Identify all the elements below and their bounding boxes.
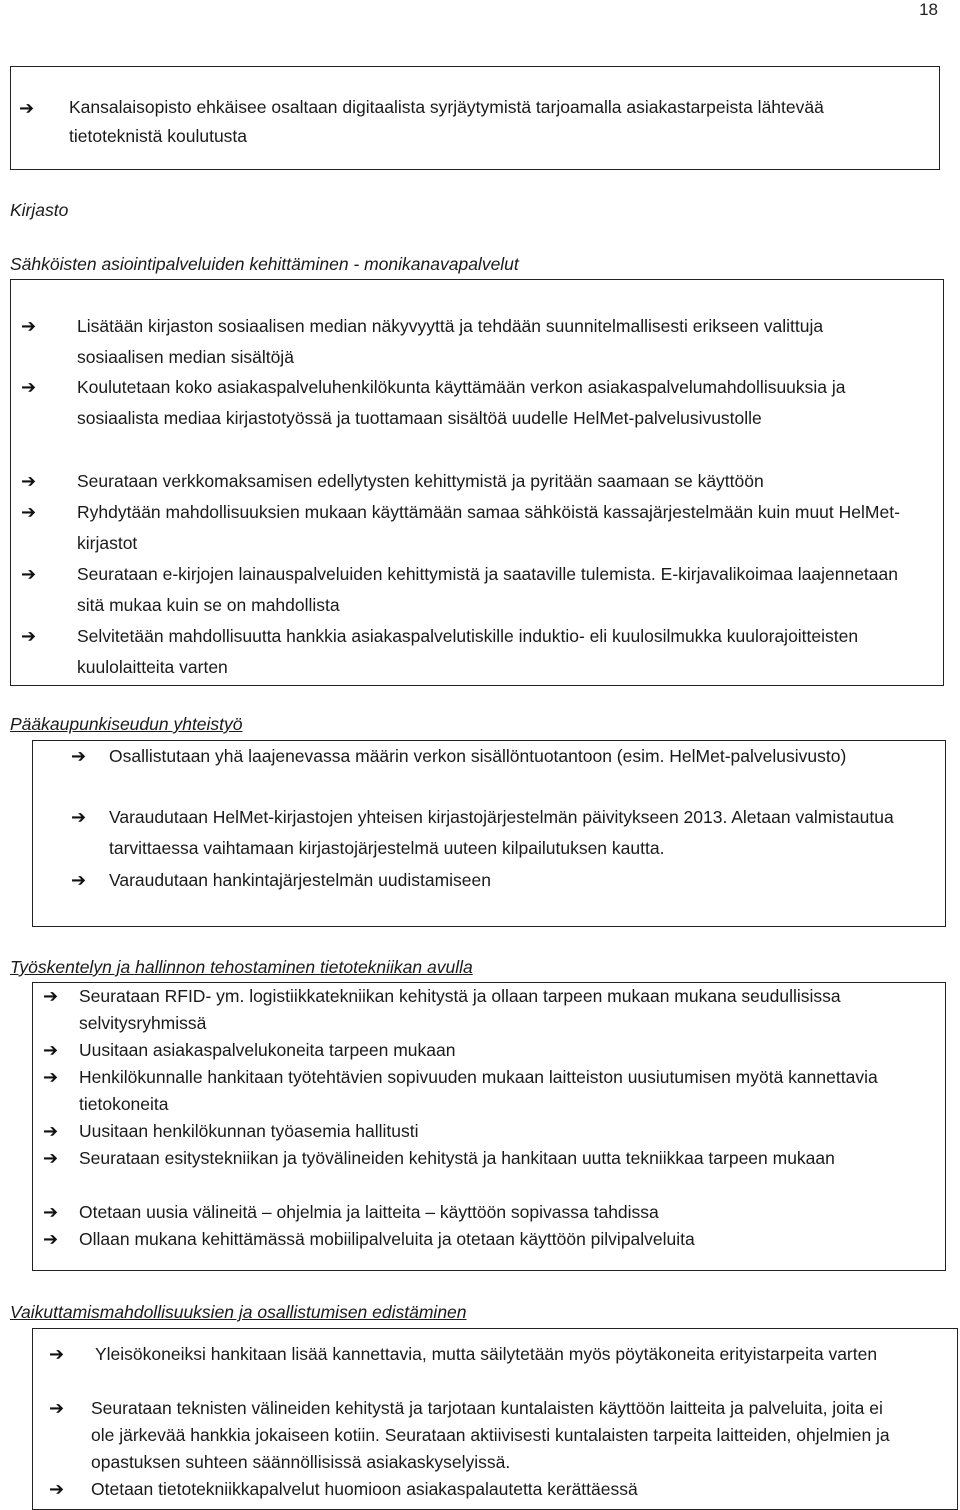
arrow-right-icon: ➔	[21, 316, 37, 336]
list-item	[21, 497, 917, 559]
list-item-text: Koulutetaan koko asiakaspalveluhenkilökunta käyttämään verkon asiakaspalvelumahdollisuuksia ja sosiaalista mediaa kirjastotyössä ja tuottamaan sisältöä uudelle HelMet-palvelusivustolle	[77, 377, 846, 428]
section-subtitle-kirjasto: Sähköisten asiointipalveluiden kehittäminen - monikanavapalvelut	[10, 254, 519, 274]
list-item-text: Uusitaan henkilökunnan työasemia hallitusti	[79, 1121, 419, 1141]
list-item	[21, 621, 927, 683]
list-item	[49, 1341, 895, 1368]
arrow-right-icon: ➔	[71, 870, 87, 890]
arrow-right-icon: ➔	[21, 502, 37, 522]
list-item	[19, 93, 899, 151]
section-title-paakaupunki: Pääkaupunkiseudun yhteistyö	[10, 714, 243, 734]
arrow-right-icon: ➔	[19, 98, 35, 118]
vaikuttaminen-box	[32, 1328, 958, 1510]
list-item-text: Seurataan RFID- ym. logistiikkatekniikan kehitystä ja ollaan tarpeen mukaan mukana seudullisissa selvitysryhmissä	[79, 986, 841, 1033]
list-item	[43, 983, 919, 1037]
arrow-right-icon: ➔	[49, 1479, 65, 1499]
list-item	[43, 1064, 929, 1118]
list-item-text: Kansalaisopisto ehkäisee osaltaan digitaalista syrjäytymistä tarjoamalla asiakastarpeista lähtevää tietoteknistä koulutusta	[69, 97, 824, 146]
tyoskentely-box	[32, 982, 946, 1271]
list-item-text: Seurataan esitystekniikan ja työvälineiden kehitystä ja hankitaan uutta tekniikkaa tarpeen mukaan	[79, 1148, 835, 1168]
list-item-text: Otetaan uusia välineitä – ohjelmia ja laitteita – käyttöön sopivassa tahdissa	[79, 1202, 659, 1222]
list-item	[71, 802, 929, 864]
list-item	[49, 1476, 911, 1503]
arrow-right-icon: ➔	[43, 986, 59, 1006]
list-item	[43, 1118, 919, 1145]
arrow-right-icon: ➔	[49, 1398, 65, 1418]
list-item-text: Yleisökoneiksi hankitaan lisää kannettavia, mutta säilytetään myös pöytäkoneita erityistarpeita varten	[95, 1344, 878, 1364]
list-item-text: Seurataan e-kirjojen lainauspalveluiden kehittymistä ja saataville tulemista. E-kirjavalikoimaa laajennetaan sitä mukaa kuin se on mahdollista	[77, 564, 898, 615]
list-item-text: Lisätään kirjaston sosiaalisen median näkyvyyttä ja tehdään suunnitelmallisesti erikseen valittuja sosiaalisen median sisältöjä	[77, 316, 824, 367]
list-item-text: Uusitaan asiakaspalvelukoneita tarpeen mukaan	[79, 1040, 456, 1060]
list-item	[21, 372, 917, 434]
arrow-right-icon: ➔	[21, 377, 37, 397]
page-number: 18	[919, 0, 938, 19]
list-item-text: Ryhdytään mahdollisuuksien mukaan käyttämään samaa sähköistä kassajärjestelmään kuin muut HelMet-kirjastot	[77, 502, 900, 553]
list-item	[21, 466, 917, 497]
list-item-text: Seurataan teknisten välineiden kehitystä ja tarjotaan kuntalaisten käyttöön laitteita ja palveluita, joita ei ole järkevää hankkia jokaiseen kotiin. Seurataan aktiivisesti kuntalaisten tarpeita laitteiden, ohjelmien ja opastuksen suhteen säännöllisissä asiakaskyselyissä.	[91, 1398, 890, 1472]
list-item-text: Varaudutaan hankintajärjestelmän uudistamiseen	[109, 870, 492, 890]
arrow-right-icon: ➔	[21, 564, 37, 584]
list-item-text: Osallistutaan yhä laajenevassa määrin verkon sisällöntuotantoon (esim. HelMet-palvelusivusto)	[109, 746, 847, 766]
list-item	[71, 865, 929, 896]
arrow-right-icon: ➔	[43, 1067, 59, 1087]
kansalaisopisto-box	[10, 66, 940, 170]
list-item-text: Selvitetään mahdollisuutta hankkia asiakaspalvelutiskille induktio- eli kuulosilmukka kuulorajoitteisten kuulolaitteita varten	[77, 626, 859, 677]
arrow-right-icon: ➔	[21, 471, 37, 491]
arrow-right-icon: ➔	[43, 1229, 59, 1249]
list-item	[21, 311, 907, 373]
arrow-right-icon: ➔	[43, 1148, 59, 1168]
arrow-right-icon: ➔	[71, 807, 87, 827]
arrow-right-icon: ➔	[43, 1040, 59, 1060]
paakaupunki-box	[32, 740, 946, 927]
kirjasto-box	[10, 279, 944, 686]
list-item	[43, 1145, 919, 1172]
section-title-kirjasto: Kirjasto	[10, 200, 69, 220]
arrow-right-icon: ➔	[49, 1344, 65, 1364]
list-item-text: Varaudutaan HelMet-kirjastojen yhteisen kirjastojärjestelmän päivitykseen 2013. Aletaan valmistautua tarvittaessa vaihtamaan kirjastojärjestelmä uuteen kilpailutuksen kautta.	[109, 807, 894, 858]
list-item	[21, 559, 927, 621]
arrow-right-icon: ➔	[43, 1202, 59, 1222]
section-title-tyoskentely: Työskentelyn ja hallinnon tehostaminen tietotekniikan avulla	[10, 957, 473, 977]
arrow-right-icon: ➔	[43, 1121, 59, 1141]
list-item-text: Seurataan verkkomaksamisen edellytysten kehittymistä ja pyritään saamaan se käyttöön	[77, 471, 764, 491]
list-item	[49, 1395, 911, 1476]
arrow-right-icon: ➔	[71, 746, 87, 766]
list-item	[43, 1199, 919, 1226]
list-item	[71, 741, 849, 772]
list-item	[43, 1037, 919, 1064]
arrow-right-icon: ➔	[21, 626, 37, 646]
list-item-text: Ollaan mukana kehittämässä mobiilipalveluita ja otetaan käyttöön pilvipalveluita	[79, 1229, 695, 1249]
list-item-text: Otetaan tietotekniikkapalvelut huomioon asiakaspalautetta kerättäessä	[91, 1479, 638, 1499]
list-item-text: Henkilökunnalle hankitaan työtehtävien sopivuuden mukaan laitteiston uusiutumisen myötä kannettavia tietokoneita	[79, 1067, 878, 1114]
list-item	[43, 1226, 919, 1253]
section-title-vaikuttaminen: Vaikuttamismahdollisuuksien ja osallistumisen edistäminen	[10, 1302, 467, 1322]
